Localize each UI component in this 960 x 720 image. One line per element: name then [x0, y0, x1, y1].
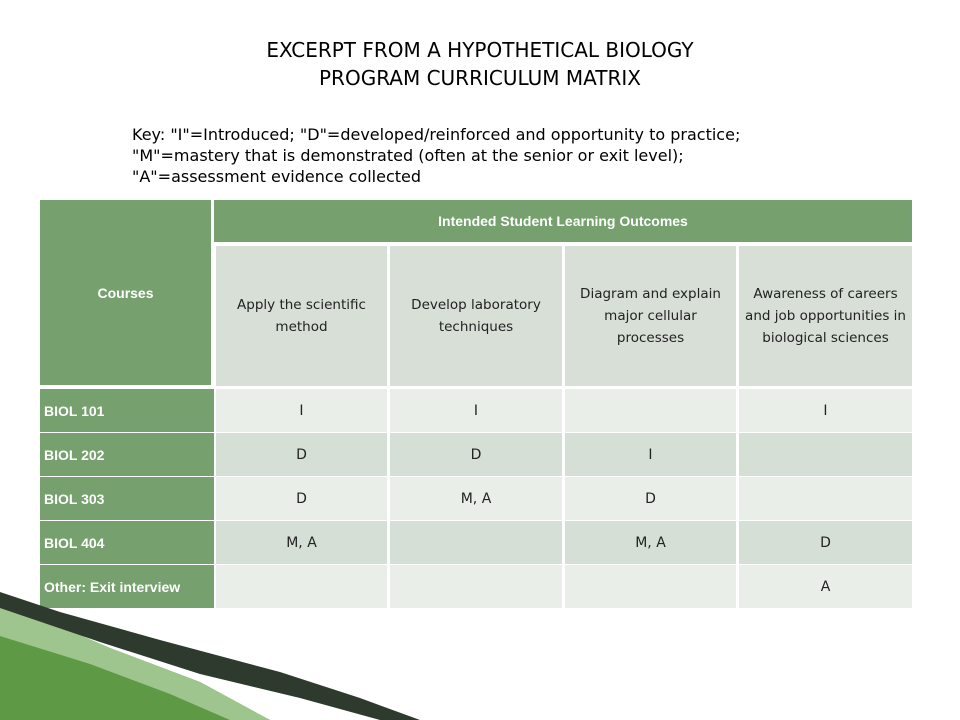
matrix-cell: I [739, 389, 912, 432]
matrix-cell: D [390, 433, 562, 476]
courses-header-label: Courses [97, 284, 154, 301]
legend-key [132, 124, 852, 187]
key-line-1: Key: "I"=Introduced; "D"=developed/reinforced and opportunity to practice; [132, 125, 741, 144]
outcome-header-3 [565, 246, 736, 386]
outcomes-header-label: Intended Student Learning Outcomes [438, 213, 688, 229]
title-line-2: PROGRAM CURRICULUM MATRIX [319, 66, 641, 90]
decorative-swoosh [0, 590, 960, 720]
course-cell: BIOL 202 [40, 433, 214, 476]
course-cell: Other: Exit interview [40, 565, 214, 608]
course-cell: BIOL 404 [40, 521, 214, 564]
outcomes-header [214, 200, 912, 242]
course-cell: BIOL 101 [40, 389, 214, 432]
matrix-cell: I [565, 433, 736, 476]
matrix-cell: M, A [565, 521, 736, 564]
title-line-1: EXCERPT FROM A HYPOTHETICAL BIOLOGY [266, 38, 694, 62]
outcome-header-4-label: Awareness of careers and job opportunities in biological sciences [745, 286, 906, 346]
matrix-cell: D [216, 433, 387, 476]
matrix-cell: D [565, 477, 736, 520]
matrix-cell [739, 477, 912, 520]
courses-header [40, 200, 214, 388]
matrix-cell: M, A [216, 521, 387, 564]
outcome-header-1 [216, 246, 387, 386]
matrix-cell: I [390, 389, 562, 432]
matrix-cell [739, 433, 912, 476]
page-title [0, 36, 960, 92]
matrix-cell: D [216, 477, 387, 520]
outcome-header-3-label: Diagram and explain major cellular processes [580, 286, 721, 346]
matrix-cell: M, A [390, 477, 562, 520]
key-line-3: "A"=assessment evidence collected [132, 167, 422, 186]
outcome-header-1-label: Apply the scientific method [237, 297, 366, 335]
matrix-cell: I [216, 389, 387, 432]
key-line-2: "M"=mastery that is demonstrated (often at the senior or exit level); [132, 146, 684, 165]
matrix-cell: A [739, 565, 912, 608]
outcome-header-2 [390, 246, 562, 386]
matrix-cell: D [739, 521, 912, 564]
matrix-cell [390, 521, 562, 564]
outcome-header-4 [739, 246, 912, 386]
outcome-header-2-label: Develop laboratory techniques [411, 297, 541, 335]
course-cell: BIOL 303 [40, 477, 214, 520]
matrix-cell [565, 389, 736, 432]
